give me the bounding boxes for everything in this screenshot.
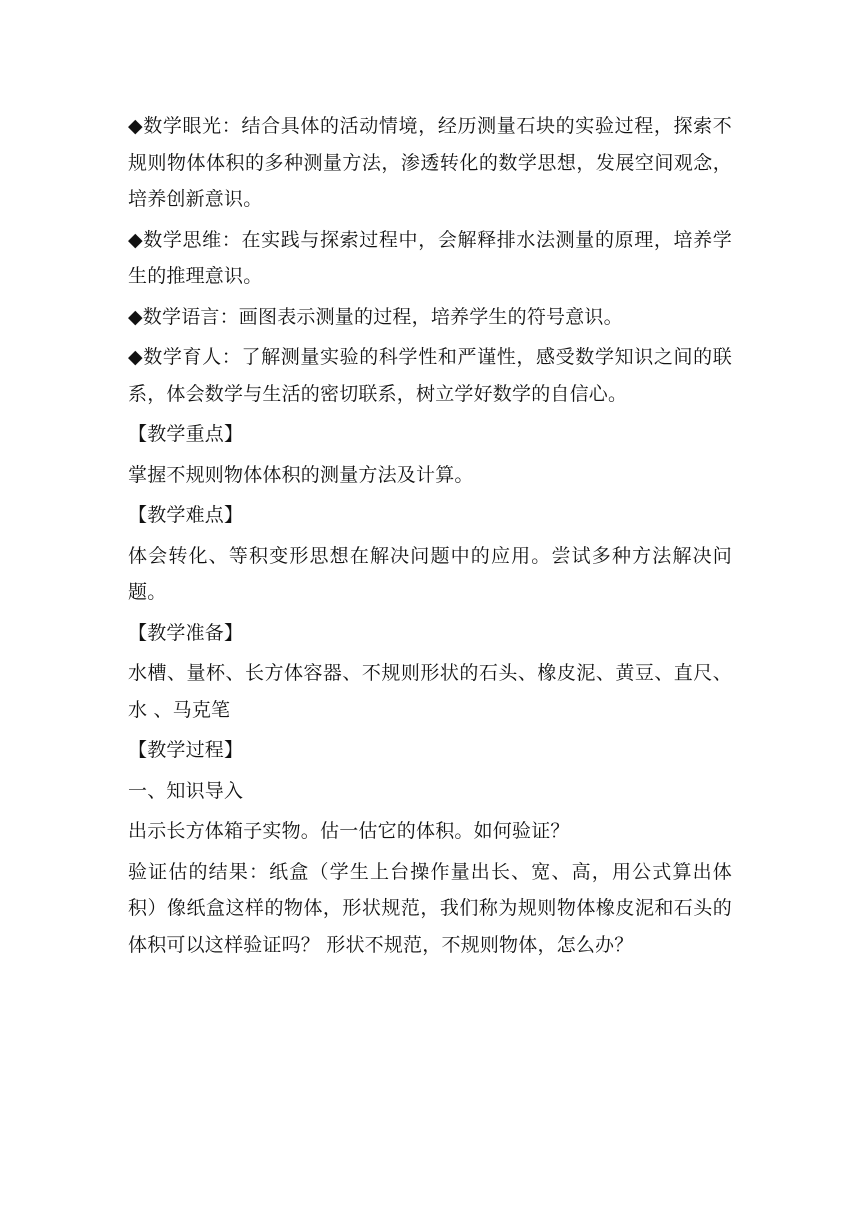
teaching-focus-text: 掌握不规则物体体积的测量方法及计算。: [128, 463, 474, 486]
teaching-preparation-text: 水槽、量杯、长方体容器、不规则形状的石头、橡皮泥、黄豆、直尺、水 、马克笔: [128, 662, 732, 721]
heading-teaching-preparation: 【教学准备】: [128, 621, 244, 644]
heading-teaching-focus: 【教学重点】: [128, 423, 244, 445]
teaching-difficulty-text: 体会转化、等积变形思想在解决问题中的应用。尝试多种方法解决问题。: [128, 544, 732, 603]
goal-math-education: ◆数学育人：了解测量实验的科学性和严谨性，感受数学知识之间的联系，体会数学与生活的密切联系，树立学好数学的自信心。: [128, 346, 732, 405]
intro-step-2: 验证估的结果：纸盒（学生上台操作量出长、宽、高，用公式算出体积）像纸盒这样的物体，形状规范，我们称为规则物体橡皮泥和石头的体积可以这样验证吗？ 形状不规范，不规则物体，怎么办？: [128, 860, 732, 956]
section-knowledge-intro: 一、知识导入: [128, 779, 244, 802]
heading-teaching-difficulty: 【教学难点】: [128, 504, 244, 526]
heading-teaching-process: 【教学过程】: [128, 739, 244, 761]
goal-math-thinking: ◆数学思维：在实践与探索过程中，会解释排水法测量的原理，培养学生的推理意识。: [128, 228, 732, 287]
goal-math-language: ◆数学语言：画图表示测量的过程，培养学生的符号意识。: [128, 305, 623, 328]
goal-math-vision: ◆数学眼光：结合具体的活动情境，经历测量石块的实验过程，探索不规则物体体积的多种测量方法，渗透转化的数学思想，发展空间观念，培养创新意识。: [128, 115, 732, 210]
document-body: [128, 108, 732, 963]
intro-step-1: 出示长方体箱子实物。估一估它的体积。如何验证？: [128, 820, 570, 842]
